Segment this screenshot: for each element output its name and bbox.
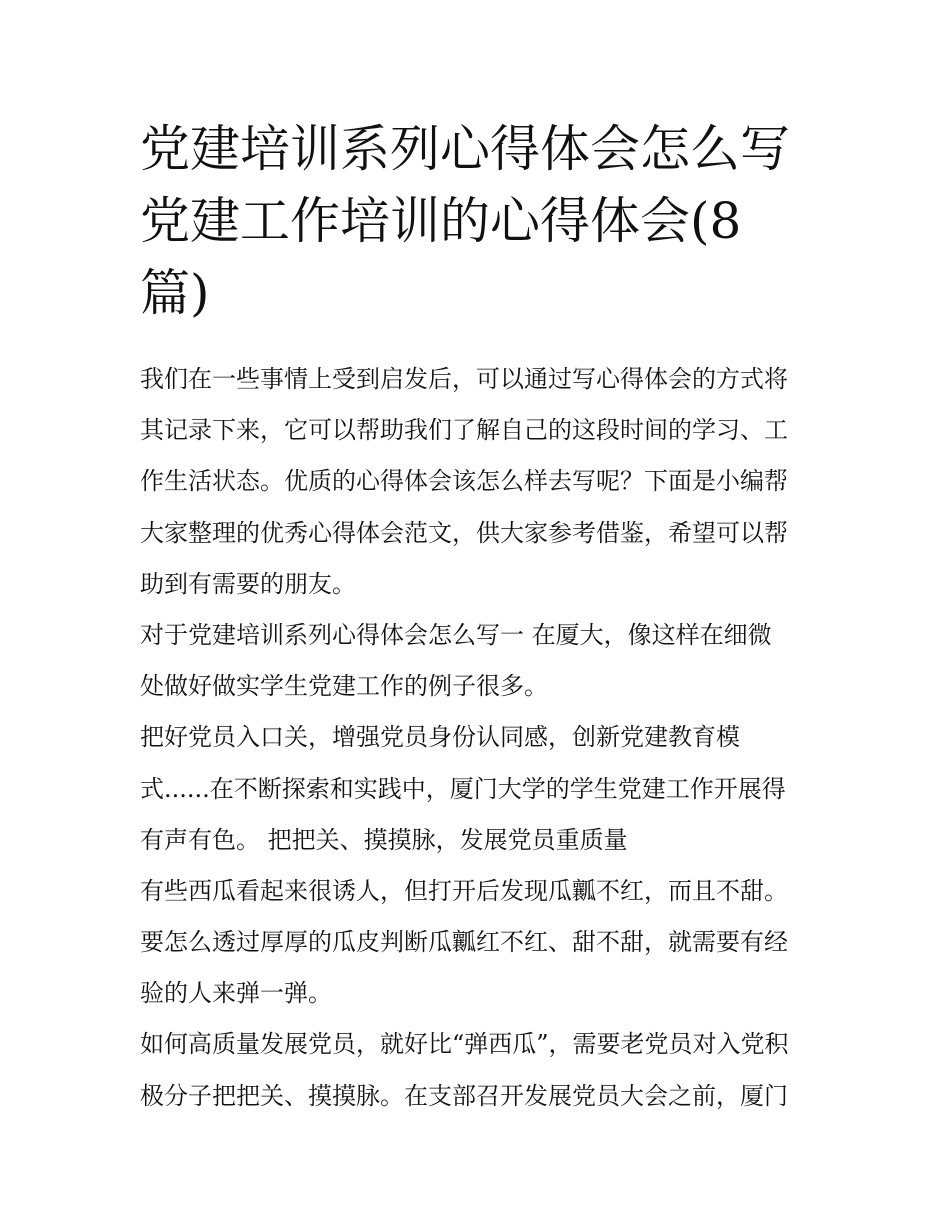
body-line: 其记录下来，它可以帮助我们了解自己的这段时间的学习、工: [140, 416, 788, 445]
title-line: 党建工作培训的心得体会(8: [140, 192, 742, 250]
body-line: 式......在不断探索和实践中，厦门大学的学生党建工作开展得: [140, 774, 786, 803]
body-line: 处做好做实学生党建工作的例子很多。: [140, 672, 548, 701]
body-line: 助到有需要的朋友。: [140, 569, 356, 598]
document-body: [140, 354, 830, 1122]
body-line: 有声有色。 把把关、摸摸脉，发展党员重质量: [140, 825, 628, 854]
body-line: 对于党建培训系列心得体会怎么写一 在厦大，像这样在细微: [140, 620, 772, 649]
body-line: 有些西瓜看起来很诱人，但打开后发现瓜瓤不红，而且不甜。: [140, 876, 788, 905]
body-line: 如何高质量发展党员，就好比“弹西瓜”，需要老党员对入党积: [140, 1030, 789, 1059]
document-title: [140, 113, 830, 329]
body-line: 极分子把把关、摸摸脉。在支部召开发展党员大会之前，厦门: [140, 1081, 788, 1110]
body-line: 作生活状态。优质的心得体会该怎么样去写呢？下面是小编帮: [140, 467, 788, 496]
body-line: 把好党员入口关，增强党员身份认同感，创新党建教育模: [140, 723, 740, 752]
body-line: 我们在一些事情上受到启发后，可以通过写心得体会的方式将: [140, 365, 788, 393]
body-line: 验的人来弹一弹。: [140, 979, 332, 1008]
body-line: 要怎么透过厚厚的瓜皮判断瓜瓤红不红、甜不甜，就需要有经: [140, 928, 788, 957]
title-line: 篇): [140, 264, 210, 322]
title-line: 党建培训系列心得体会怎么写: [140, 120, 790, 178]
body-line: 大家整理的优秀心得体会范文，供大家参考借鉴，希望可以帮: [140, 518, 788, 547]
